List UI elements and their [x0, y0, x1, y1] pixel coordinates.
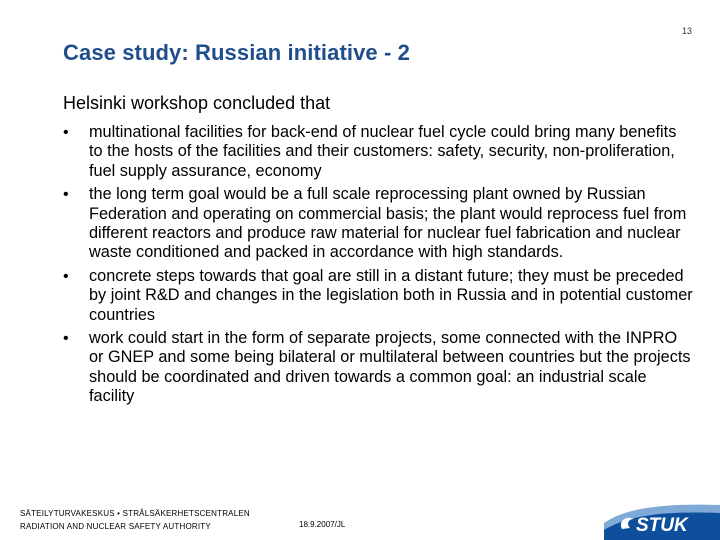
bullet-list	[63, 123, 693, 411]
bullet-text: the long term goal would be a full scale reprocessing plant owned by Russian Federation and operating on commercial basis; the plant would reprocess fuel from different reactors and produce raw material for nuclear fuel fabrication and nuclear waste conditioned and packed in accordance with high standards.	[89, 185, 687, 262]
bullet-dot: •	[63, 186, 69, 204]
footer-org-line1: SÄTEILYTURVAKESKUS • STRÅLSÄKERHETSCENTRALEN	[20, 509, 250, 518]
intro-text: Helsinki workshop concluded that	[63, 93, 331, 113]
page-number: 13	[681, 26, 692, 36]
list-item	[63, 267, 693, 325]
footer-org-line2: RADIATION AND NUCLEAR SAFETY AUTHORITY	[20, 522, 211, 531]
list-item	[63, 185, 693, 263]
footer-organization	[20, 507, 250, 533]
bullet-text: multinational facilities for back-end of nuclear fuel cycle could bring many benefits to the hosts of the facilities and their customers: safety, security, non-proliferation, fuel supply assurance, economy	[89, 123, 677, 180]
bullet-dot: •	[63, 267, 69, 285]
bullet-text: concrete steps towards that goal are still in a distant future; they must be preceded by joint R&D and changes in the legislation both in Russia and in potential customer countries	[89, 266, 693, 324]
logo-text: STUK	[636, 515, 688, 536]
bullet-dot: •	[63, 124, 69, 141]
list-item	[63, 329, 693, 407]
bullet-text: work could start in the form of separate projects, some connected with the INPRO or GNEP and some being bilateral or multilateral between countries but the projects should be coordinated and driven towards a common goal: an industrial scale facility	[89, 329, 691, 406]
stuk-logo	[604, 493, 720, 540]
footer-date: 18.9.2007/JL	[299, 520, 346, 529]
slide-title: Case study: Russian initiative - 2	[63, 40, 410, 65]
bullet-dot: •	[63, 330, 69, 348]
list-item	[63, 123, 693, 181]
